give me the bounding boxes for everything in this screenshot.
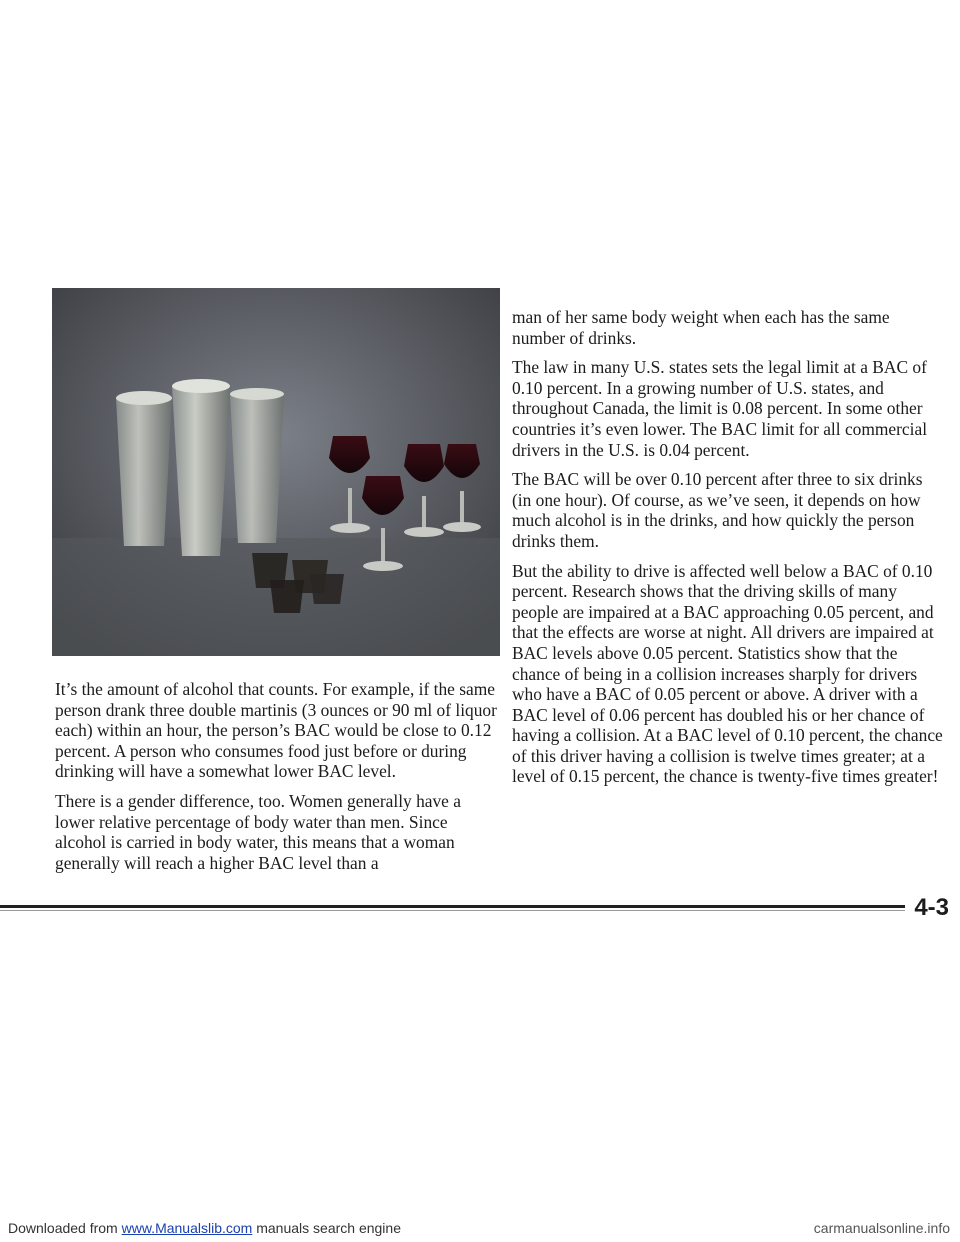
page-number: 4-3: [914, 894, 949, 921]
body-paragraph: It’s the amount of alcohol that counts. For example, if the same person drank three double martinis (3 ounces or 90 ml of liquor each) within an hour, the person’s BAC would be close to 0.12 percent. A person who consumes food just before or during drinking will have a somewhat lower BAC level.: [55, 679, 497, 782]
drinks-photo: [52, 288, 500, 656]
footer-rule-thin: [0, 910, 905, 911]
right-column: [512, 307, 944, 796]
site-watermark: carmanualsonline.info: [813, 1220, 950, 1236]
left-column: [55, 679, 500, 882]
footer-rule: [0, 905, 905, 908]
body-paragraph: The BAC will be over 0.10 percent after three to six drinks (in one hour). Of course, as we’ve seen, it depends on how much alcohol is in the drinks, and how quickly the person drinks them.: [512, 469, 923, 551]
download-footer: [8, 1220, 401, 1236]
body-paragraph: The law in many U.S. states sets the legal limit at a BAC of 0.10 percent. In a growing number of U.S. states, and throughout Canada, the limit is 0.08 percent. In some other countries it’s even lower. The BAC limit for all commercial drivers in the U.S. is 0.04 percent.: [512, 357, 928, 460]
drinks-illustration: [52, 288, 500, 656]
manualslib-link[interactable]: www.Manualslib.com: [121, 1220, 253, 1236]
footer-prefix: Downloaded from: [8, 1220, 122, 1236]
body-paragraph: man of her same body weight when each has the same number of drinks.: [512, 307, 890, 348]
body-paragraph: There is a gender difference, too. Women generally have a lower relative percentage of body water than men. Since alcohol is carried in body water, this means that a woman generally will reach a higher BAC level than a: [55, 790, 461, 873]
body-paragraph: But the ability to drive is affected well below a BAC of 0.10 percent. Research shows that the driving skills of many people are impaired at a BAC approaching 0.05 percent, and that the effects are worse at night. All drivers are impaired at BAC levels above 0.05 percent. Statistics show that the chance of being in a collision increases sharply for drivers who have a BAC of 0.05 percent or above. A driver with a BAC level of 0.06 percent has doubled his or her chance of having a collision. At a BAC level of 0.10 percent, the chance of this driver having a collision is twelve times greater; at a level of 0.15 percent, the chance is twenty-five times greater!: [512, 560, 943, 787]
footer-suffix: manuals search engine: [252, 1220, 401, 1236]
